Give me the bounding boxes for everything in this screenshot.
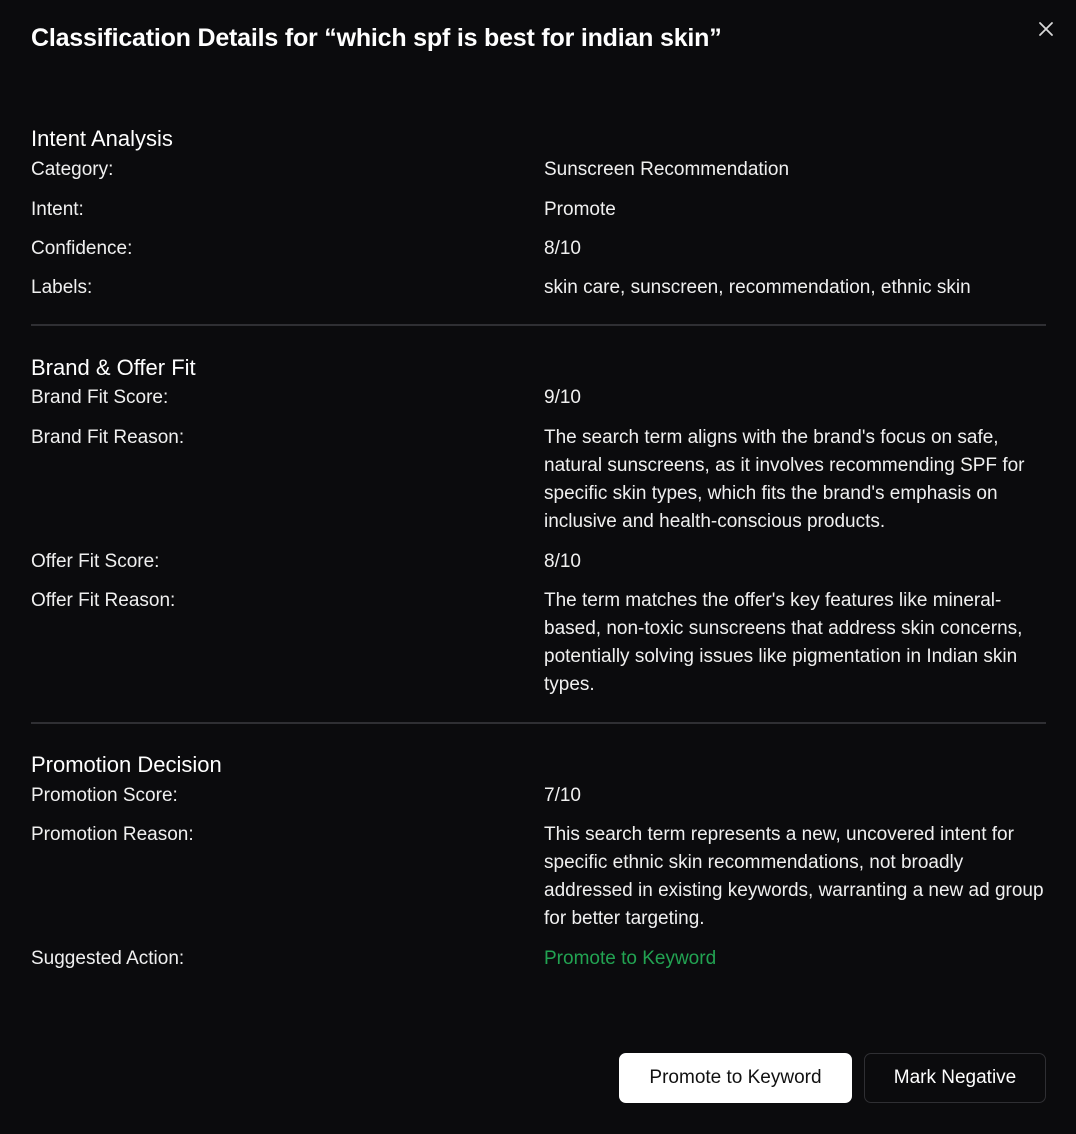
promotion-reason-label: Promotion Reason: bbox=[31, 824, 194, 845]
close-button[interactable] bbox=[1034, 17, 1058, 41]
intent-label: Intent: bbox=[31, 199, 84, 220]
close-icon[interactable] bbox=[1038, 21, 1054, 37]
brand-fit-reason-value: The search term aligns with the brand's focus on safe, natural sunscreens, as it involves recommending SPF for specific skin types, which fits the brand's emphasis on inclusive and health-conscious products. bbox=[544, 427, 1025, 532]
category-label: Category: bbox=[31, 159, 114, 180]
promotion-score-label: Promotion Score: bbox=[31, 785, 178, 806]
promotion-score-value: 7/10 bbox=[544, 785, 581, 806]
section-divider bbox=[31, 324, 1046, 326]
section-divider bbox=[31, 722, 1046, 724]
labels-value: skin care, sunscreen, recommendation, ethnic skin bbox=[544, 277, 971, 298]
suggested-action-label: Suggested Action: bbox=[31, 948, 185, 969]
suggested-action-value: Promote to Keyword bbox=[544, 948, 717, 969]
offer-fit-reason-label: Offer Fit Reason: bbox=[31, 590, 176, 611]
brand-fit-score-value: 9/10 bbox=[544, 387, 581, 408]
section-title-intent-analysis: Intent Analysis bbox=[31, 126, 173, 151]
labels-label: Labels: bbox=[31, 277, 93, 298]
brand-fit-reason-label: Brand Fit Reason: bbox=[31, 427, 185, 448]
confidence-label: Confidence: bbox=[31, 238, 133, 259]
brand-fit-score-label: Brand Fit Score: bbox=[31, 387, 169, 408]
offer-fit-reason-value: The term matches the offer's key features like mineral-based, non-toxic sunscreens that address skin concerns, potentially solving issues like pigmentation in Indian skin types. bbox=[544, 590, 1023, 695]
category-value: Sunscreen Recommendation bbox=[544, 159, 790, 180]
confidence-value: 8/10 bbox=[544, 238, 581, 259]
section-title-brand-offer-fit: Brand & Offer Fit bbox=[31, 355, 196, 380]
offer-fit-score-label: Offer Fit Score: bbox=[31, 551, 160, 572]
promotion-reason-value: This search term represents a new, uncovered intent for specific ethnic skin recommendations, not broadly addressed in existing keywords, warranting a new ad group for better targeting. bbox=[544, 824, 1044, 929]
dialog-title: Classification Details for “which spf is best for indian skin” bbox=[31, 24, 722, 52]
mark-negative-button[interactable]: Mark Negative bbox=[864, 1053, 1046, 1103]
intent-value: Promote bbox=[544, 199, 616, 220]
section-title-promotion-decision: Promotion Decision bbox=[31, 752, 222, 777]
promote-to-keyword-button[interactable]: Promote to Keyword bbox=[619, 1053, 852, 1103]
offer-fit-score-value: 8/10 bbox=[544, 551, 581, 572]
